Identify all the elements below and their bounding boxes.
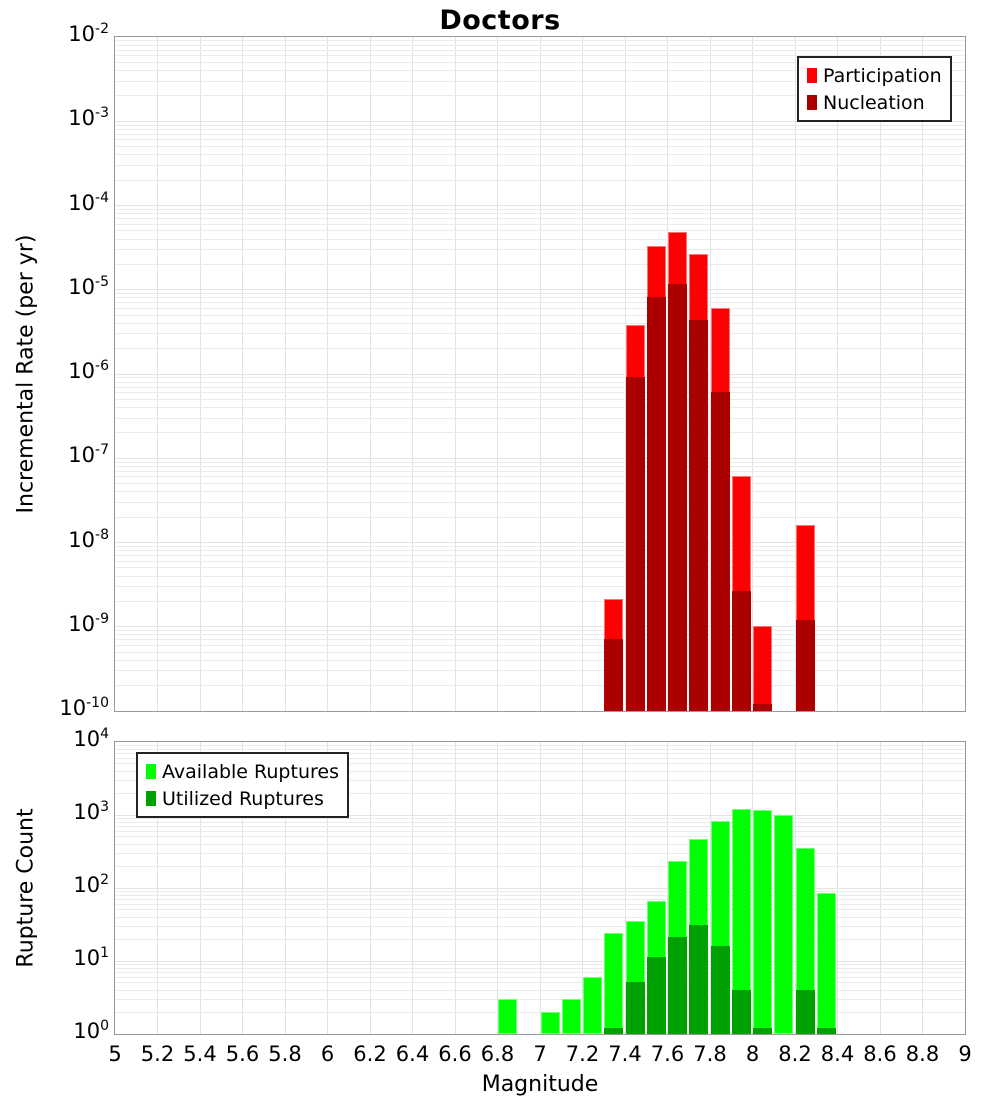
gridline [115, 634, 965, 635]
y-tick-label: $10^{-5}$ [68, 273, 109, 299]
gridline [115, 399, 965, 400]
gridline [115, 382, 965, 383]
y-tick-label: $10^{-8}$ [68, 526, 109, 552]
gridline [115, 517, 965, 518]
nucleation-bar [626, 377, 645, 710]
x-tick-label: 6.6 [438, 1042, 472, 1066]
nucleation-bar [604, 639, 623, 710]
gridline [115, 40, 965, 41]
gridline [115, 964, 965, 965]
y-tick-label: $10^3$ [73, 799, 109, 824]
nucleation-bar [796, 620, 815, 711]
gridline [115, 968, 965, 969]
gridline [115, 567, 965, 568]
available-ruptures-swatch [146, 764, 156, 779]
gridline [115, 333, 965, 334]
x-tick-label: 8.6 [863, 1042, 897, 1066]
gridline [115, 293, 965, 294]
legend-row-available [146, 758, 339, 785]
gridline [115, 218, 965, 219]
y-tick-label: $10^1$ [73, 945, 109, 970]
y-tick-label: $10^0$ [73, 1018, 109, 1043]
gridline [115, 180, 965, 181]
nucleation-swatch [807, 95, 817, 110]
available-ruptures-bar [562, 999, 581, 1034]
gridline [115, 315, 965, 316]
x-axis-label: Magnitude [481, 1072, 599, 1097]
x-tick-label: 7.2 [565, 1042, 600, 1066]
y-tick-label: $10^{-9}$ [68, 610, 109, 636]
utilized-ruptures-bar [753, 1028, 772, 1034]
gridline [115, 302, 965, 303]
x-tick-label: 7 [533, 1042, 547, 1066]
gridline [115, 213, 965, 214]
utilized-ruptures-bar [647, 957, 666, 1033]
gridline [115, 576, 965, 577]
nucleation-bar [753, 704, 772, 711]
gridline [115, 125, 965, 126]
utilized-ruptures-bar [626, 982, 645, 1033]
gridline [115, 844, 965, 845]
gridline [115, 546, 965, 547]
utilized-ruptures-swatch [146, 791, 156, 806]
gridline [115, 561, 965, 562]
nucleation-bar [668, 284, 687, 710]
gridline [115, 899, 965, 900]
x-tick-label: 5.4 [183, 1042, 217, 1066]
legend-row-nucleation [807, 89, 942, 116]
legend-label-utilized: Utilized Ruptures [162, 787, 324, 810]
gridline [115, 652, 965, 653]
gridline [115, 926, 965, 927]
gridline [115, 550, 965, 551]
gridline [115, 826, 965, 827]
utilized-ruptures-bar [668, 937, 687, 1034]
gridline [115, 165, 965, 166]
gridline [115, 432, 965, 433]
gridline [115, 904, 965, 905]
gridline [115, 630, 965, 631]
gridline [115, 977, 965, 978]
gridline [115, 224, 965, 225]
x-tick-label: 8 [745, 1042, 760, 1066]
top-plot-area [114, 36, 966, 712]
x-tick-label: 5.6 [225, 1042, 260, 1066]
gridline [115, 555, 965, 556]
gridline [115, 939, 965, 940]
gridline [115, 230, 965, 231]
legend-label-participation: Participation [823, 64, 942, 87]
gridline [115, 407, 965, 408]
gridline [115, 909, 965, 910]
gridline [115, 154, 965, 155]
nucleation-bar [732, 591, 751, 710]
gridline [115, 895, 965, 896]
utilized-ruptures-bar [732, 990, 751, 1034]
gridline [115, 374, 965, 375]
nucleation-bar [689, 320, 708, 710]
gridline [115, 586, 965, 587]
x-tick-label: 7.8 [693, 1042, 727, 1066]
gridline [115, 822, 965, 823]
gridline [115, 387, 965, 388]
gridline [115, 348, 965, 349]
gridline [115, 626, 965, 627]
available-ruptures-bar [774, 815, 793, 1033]
gridline [115, 891, 965, 892]
gridline [115, 209, 965, 210]
gridline [115, 836, 965, 837]
y-tick-label: $10^{-6}$ [68, 358, 109, 383]
legend-label-nucleation: Nucleation [823, 91, 925, 114]
legend-row-participation [807, 62, 942, 89]
gridline [115, 458, 965, 459]
available-ruptures-bar [817, 893, 836, 1034]
gridline [115, 323, 965, 324]
utilized-ruptures-bar [604, 1028, 623, 1034]
y-tick-label: $10^{-4}$ [68, 189, 109, 215]
top-y-axis-label: Incremental Rate (per yr) [13, 234, 39, 514]
available-ruptures-bar [753, 810, 772, 1034]
gridline [115, 239, 965, 240]
available-ruptures-bar [604, 933, 623, 1034]
nucleation-bar [711, 392, 730, 710]
available-ruptures-bar [583, 977, 602, 1034]
x-tick-label: 7.6 [650, 1042, 685, 1066]
gridline [115, 917, 965, 918]
gridline [115, 972, 965, 973]
gridline [115, 462, 965, 463]
gridline [115, 982, 965, 983]
x-tick-label: 8.2 [778, 1042, 812, 1066]
top-legend [797, 56, 952, 122]
gridline [115, 146, 965, 147]
gridline [115, 745, 965, 746]
gridline [115, 639, 965, 640]
gridline [115, 685, 965, 686]
gridline [115, 264, 965, 265]
gridline [115, 134, 965, 135]
gridline [115, 660, 965, 661]
x-tick-label: 7.4 [608, 1042, 642, 1066]
gridline [115, 308, 965, 309]
gridline [115, 297, 965, 298]
gridline [115, 1012, 965, 1013]
gridline [115, 502, 965, 503]
y-tick-label: $10^4$ [73, 726, 109, 751]
gridline [115, 50, 965, 51]
gridline [115, 542, 965, 543]
gridline [115, 961, 965, 962]
y-tick-label: $10^{-3}$ [68, 105, 109, 131]
bottom-legend [136, 752, 349, 818]
x-tick-label: 9 [958, 1042, 972, 1066]
y-tick-label: $10^2$ [73, 872, 109, 897]
gridline [115, 749, 965, 750]
x-tick-label: 5 [108, 1042, 122, 1066]
gridline [115, 205, 965, 206]
utilized-ruptures-bar [796, 990, 815, 1034]
x-tick-label: 6.4 [395, 1042, 430, 1066]
y-tick-label: $10^{-7}$ [68, 442, 109, 468]
x-tick-label: 5.8 [268, 1042, 302, 1066]
utilized-ruptures-bar [711, 946, 730, 1034]
utilized-ruptures-bar [689, 925, 708, 1034]
gridline [115, 990, 965, 991]
gridline [115, 831, 965, 832]
gridline [115, 139, 965, 140]
available-ruptures-bar [541, 1012, 560, 1034]
utilized-ruptures-bar [817, 1028, 836, 1034]
gridline [115, 129, 965, 130]
gridline [115, 471, 965, 472]
y-tick-label: $10^{-10}$ [59, 695, 109, 720]
gridline [115, 888, 965, 889]
x-tick-label: 6.8 [480, 1042, 515, 1066]
gridline [115, 601, 965, 602]
gridline [115, 491, 965, 492]
legend-label-available: Available Ruptures [162, 760, 339, 783]
gridline [115, 466, 965, 467]
x-tick-label: 6 [320, 1042, 335, 1066]
gridline [115, 476, 965, 477]
gridline [115, 853, 965, 854]
nucleation-bar [647, 297, 666, 710]
gridline [115, 249, 965, 250]
gridline [115, 289, 965, 290]
chart-title: Doctors [439, 5, 561, 36]
x-tick-label: 5.2 [140, 1042, 175, 1066]
participation-swatch [807, 68, 817, 83]
gridline [115, 670, 965, 671]
y-tick-label: $10^{-2}$ [68, 21, 109, 46]
gridline [115, 392, 965, 393]
gridline [115, 999, 965, 1000]
gridline [115, 418, 965, 419]
gridline [115, 645, 965, 646]
gridline [115, 377, 965, 378]
bottom-y-axis-label: Rupture Count [13, 808, 39, 968]
gridline [115, 483, 965, 484]
participation-bar [753, 626, 772, 710]
legend-row-utilized [146, 785, 339, 812]
x-tick-label: 6.2 [353, 1042, 387, 1066]
available-ruptures-bar [498, 999, 517, 1034]
gridline [115, 45, 965, 46]
x-tick-label: 8.4 [820, 1042, 855, 1066]
gridline [115, 866, 965, 867]
x-tick-label: 8.8 [905, 1042, 940, 1066]
